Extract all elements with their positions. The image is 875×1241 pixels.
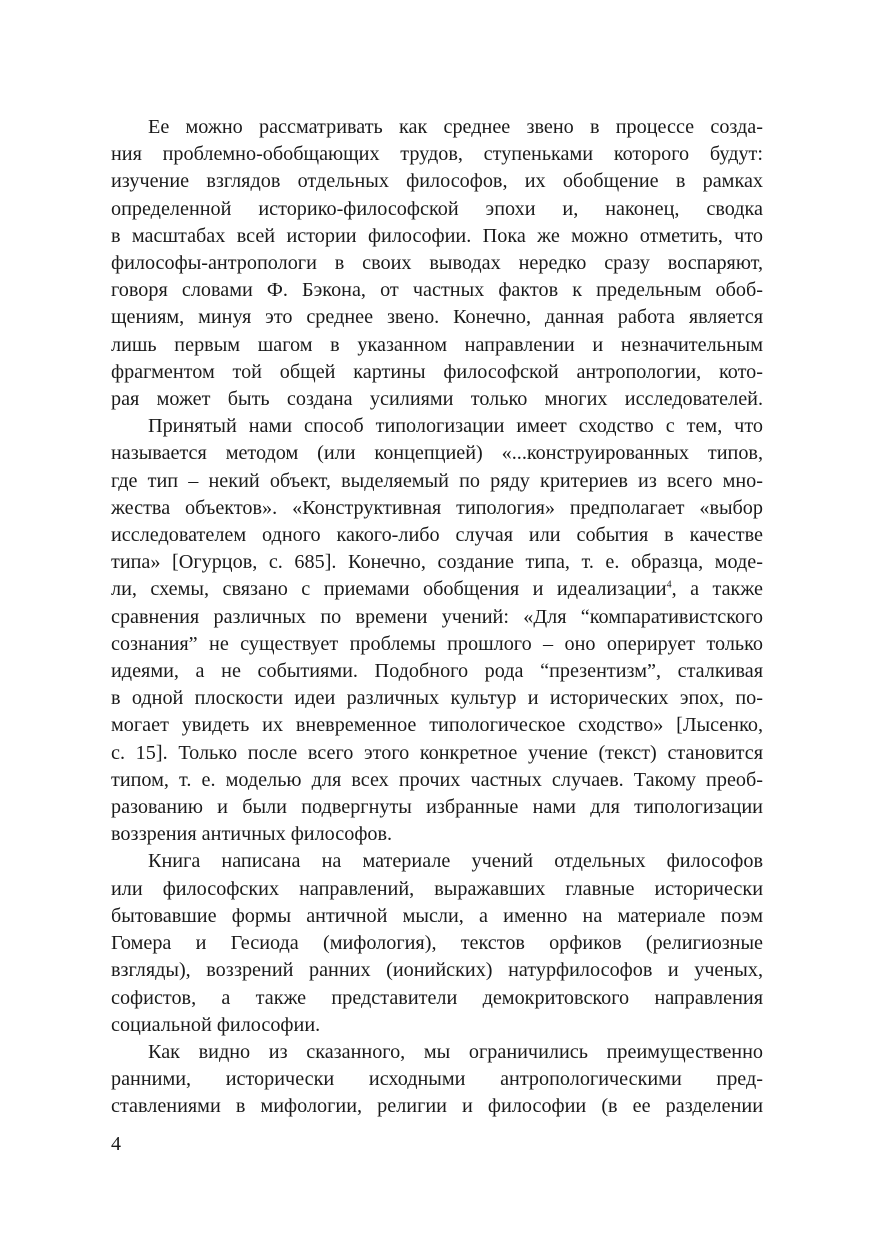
text-line: сравнения различных по времени учений: «Для “компаративистского [111,605,763,628]
text-line: Ее можно рассматривать как среднее звено в процессе созда- [148,116,763,138]
text-line: разованию и были подвергнуты избранные нами для типологизации [111,796,763,819]
text-line: софистов, а также представители демокритовского направления [111,986,763,1009]
text-line: могает увидеть их вневременное типологическое сходство» [Лысенко, [111,714,763,737]
paragraph-4 [111,1039,763,1121]
paragraph-3 [111,848,763,1038]
text-line: изучение взглядов отдельных философов, их обобщение в рамках [111,170,763,193]
paragraph-2 [111,413,763,848]
text-line: Книга написана на материале учений отдельных философов [148,850,763,873]
text-line: с. 15]. Только после всего этого конкретное учение (текст) становится [111,741,763,764]
text-line: где тип – некий объект, выделяемый по ряду критериев из всего мно- [111,469,763,492]
text-line: щениям, минуя это среднее звено. Конечно, данная работа является [111,306,763,329]
text-line: исследователем одного какого-либо случая или события в качестве [111,524,763,547]
text-line-with-footnote [111,576,763,603]
text-line: типа» [Огурцов, с. 685]. Конечно, создание типа, т. е. образца, моде- [111,551,763,574]
text-line: ранними, исторически исходными антропологическими пред- [111,1068,763,1091]
text-line: ния проблемно-обобщающих трудов, ступеньками которого будут: [111,143,763,166]
text-line: или философских направлений, выражавших главные исторически [111,877,763,900]
text-line: лишь первым шагом в указанном направлении и незначительным [111,333,763,356]
text-line: социальной философии. [111,1013,321,1036]
text-line: Как видно из сказанного, мы ограничились преимущественно [148,1040,763,1063]
text-line: типом, т. е. моделью для всех прочих частных случаев. Такому преоб- [111,768,763,791]
text-line: в масштабах всей истории философии. Пока же можно отметить, что [111,224,763,247]
text-line: идеями, а не событиями. Подобного рода “презентизм”, сталкивая [111,660,763,683]
text-line: говоря словами Ф. Бэкона, от частных фактов к предельным обоб- [111,279,763,302]
main-text [111,114,763,1121]
text-line: жества объектов». «Конструктивная типология» предполагает «выбор [111,496,763,519]
footnote-mark[interactable]: 4 [666,579,672,591]
text-line: определенной историко-философской эпохи и, наконец, сводка [111,197,763,220]
text-segment: ли, схемы, связано с приемами обобщения и идеализации [111,578,667,601]
text-line: Гомера и Гесиода (мифология), текстов орфиков (религиозные [111,932,763,955]
paragraph-1 [111,114,763,413]
page-number: 4 [111,1133,121,1155]
text-line: философы-антропологи в своих выводах нередко сразу воспаряют, [111,252,763,275]
text-line: Принятый нами способ типологизации имеет сходство с тем, что [148,415,763,438]
text-line: фрагментом той общей картины философской антропологии, кото- [111,360,763,383]
text-line: взгляды), воззрений ранних (ионийских) натурфилософов и ученых, [111,959,763,982]
text-line: бытовавшие формы античной мысли, а именно на материале поэм [111,904,763,927]
text-line: в одной плоскости идеи различных культур и исторических эпох, по- [111,687,763,710]
text-line: воззрения античных философов. [111,823,393,846]
text-line: рая может быть создана усилиями только многих исследователей. [111,388,763,411]
text-line: называется методом (или концепцией) «...конструированных типов, [111,442,763,465]
text-line: ставлениями в мифологии, религии и философии (в ее разделении [111,1095,763,1118]
text-line: сознания” не существует проблемы прошлого – оно оперирует только [111,632,763,655]
text-segment: , а также [671,578,763,601]
